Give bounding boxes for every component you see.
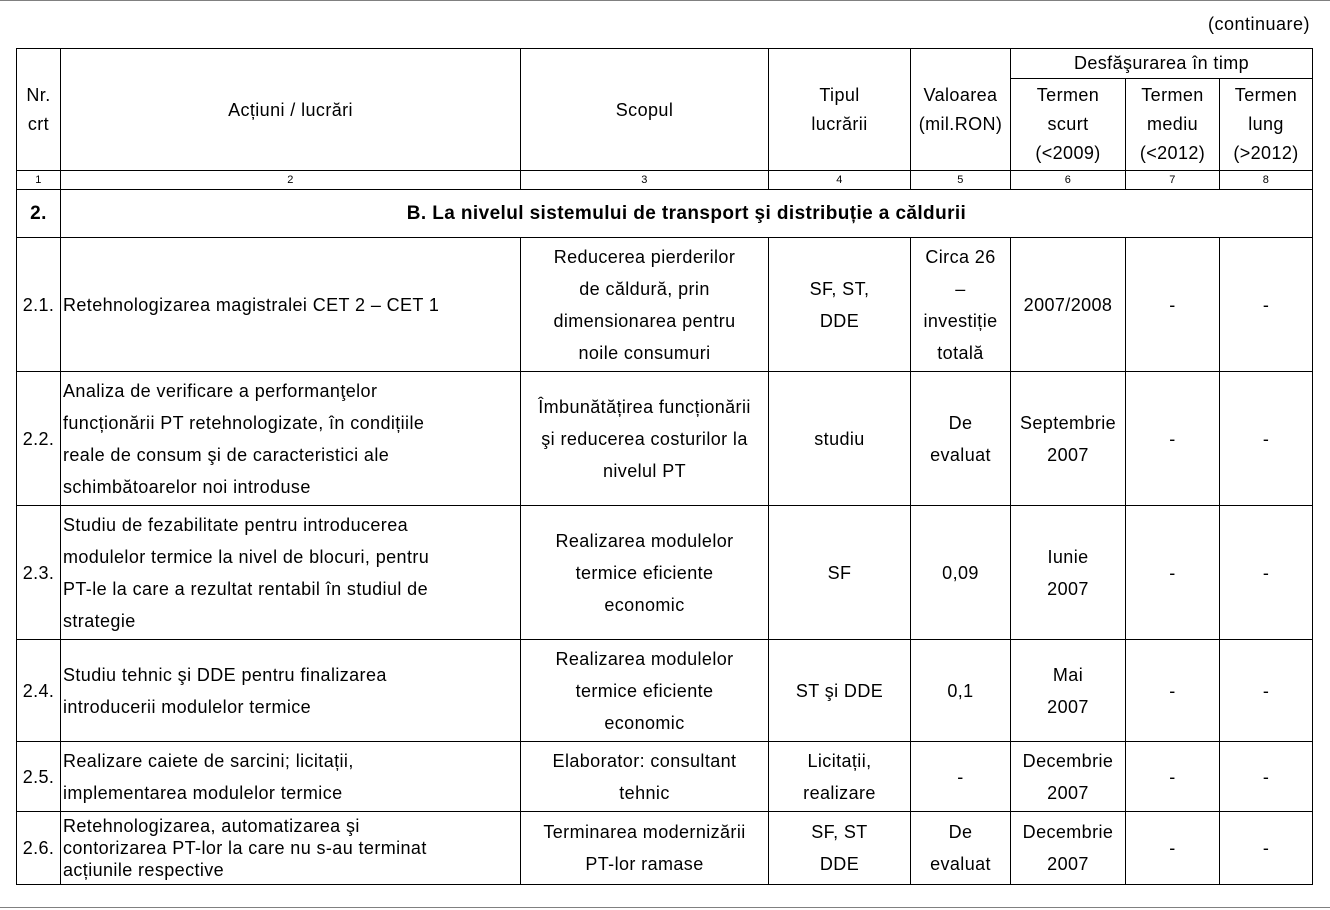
header-termen-scurt: Termen scurt (<2009) — [1011, 79, 1126, 171]
row-termen-lung: - — [1220, 640, 1313, 742]
row-scope: Realizarea modulelor termice eficiente economic — [521, 640, 769, 742]
header-actiuni: Acțiuni / lucrări — [61, 49, 521, 171]
table-row — [17, 812, 1313, 885]
table-row — [17, 640, 1313, 742]
header-row — [17, 49, 1313, 79]
row-scope: Terminarea modernizării PT-lor ramase — [521, 812, 769, 885]
column-number: 1 — [17, 171, 61, 190]
row-termen-mediu: - — [1126, 640, 1220, 742]
actions-table — [16, 48, 1313, 885]
row-termen-lung: - — [1220, 238, 1313, 372]
row-scope: Reducerea pierderilor de căldură, prin dimensionarea pentru noile consumuri — [521, 238, 769, 372]
row-value: Circa 26 – investiție totală — [911, 238, 1011, 372]
continuation-label: (continuare) — [1207, 14, 1310, 34]
row-value: 0,09 — [911, 506, 1011, 640]
row-termen-scurt: Mai 2007 — [1011, 640, 1126, 742]
row-action: Realizare caiete de sarcini; licitații, implementarea modulelor termice — [61, 742, 521, 812]
row-termen-scurt: 2007/2008 — [1011, 238, 1126, 372]
column-number: 3 — [521, 171, 769, 190]
row-termen-lung: - — [1220, 506, 1313, 640]
row-termen-mediu: - — [1126, 238, 1220, 372]
column-number-row — [17, 171, 1313, 190]
table-row — [17, 238, 1313, 372]
row-termen-scurt: Septembrie 2007 — [1011, 372, 1126, 506]
row-type: SF, ST DDE — [769, 812, 911, 885]
row-action: Studiu tehnic şi DDE pentru finalizarea introducerii modulelor termice — [61, 640, 521, 742]
header-termen-mediu: Termen mediu (<2012) — [1126, 79, 1220, 171]
row-action: Retehnologizarea magistralei CET 2 – CET 1 — [61, 238, 521, 372]
row-termen-scurt: Iunie 2007 — [1011, 506, 1126, 640]
row-nr: 2.2. — [17, 372, 61, 506]
header-valoarea: Valoarea (mil.RON) — [911, 49, 1011, 171]
header-tipul: Tipul lucrării — [769, 49, 911, 171]
column-number: 8 — [1220, 171, 1313, 190]
row-termen-scurt: Decembrie 2007 — [1011, 812, 1126, 885]
row-action: Retehnologizarea, automatizarea şi contorizarea PT-lor la care nu s-au terminat acțiunile respective — [61, 812, 521, 885]
row-type: SF, ST, DDE — [769, 238, 911, 372]
column-number: 2 — [61, 171, 521, 190]
row-value: - — [911, 742, 1011, 812]
column-number: 7 — [1126, 171, 1220, 190]
row-nr: 2.1. — [17, 238, 61, 372]
row-nr: 2.5. — [17, 742, 61, 812]
header-termen-lung: Termen lung (>2012) — [1220, 79, 1313, 171]
table-row — [17, 506, 1313, 640]
row-type: studiu — [769, 372, 911, 506]
row-termen-lung: - — [1220, 812, 1313, 885]
row-type: SF — [769, 506, 911, 640]
row-nr: 2.3. — [17, 506, 61, 640]
section-row — [17, 190, 1313, 238]
row-termen-mediu: - — [1126, 742, 1220, 812]
row-termen-mediu: - — [1126, 506, 1220, 640]
top-rule — [0, 0, 1330, 1]
row-termen-mediu: - — [1126, 372, 1220, 506]
row-termen-lung: - — [1220, 372, 1313, 506]
section-number: 2. — [17, 190, 61, 238]
header-scopul: Scopul — [521, 49, 769, 171]
row-scope: Realizarea modulelor termice eficiente economic — [521, 506, 769, 640]
row-scope: Elaborator: consultant tehnic — [521, 742, 769, 812]
row-nr: 2.6. — [17, 812, 61, 885]
row-value: De evaluat — [911, 812, 1011, 885]
row-value: 0,1 — [911, 640, 1011, 742]
row-type: Licitații, realizare — [769, 742, 911, 812]
column-number: 6 — [1011, 171, 1126, 190]
row-action: Analiza de verificare a performanţelor funcționării PT retehnologizate, în condițiile reale de consum şi de caracteristici ale schimbătoarelor noi introduse — [61, 372, 521, 506]
header-desfasurarea: Desfăşurarea în timp — [1011, 49, 1313, 79]
section-title: B. La nivelul sistemului de transport şi distribuție a căldurii — [61, 190, 1313, 238]
row-termen-scurt: Decembrie 2007 — [1011, 742, 1126, 812]
column-number: 5 — [911, 171, 1011, 190]
row-type: ST şi DDE — [769, 640, 911, 742]
table-row — [17, 742, 1313, 812]
column-number: 4 — [769, 171, 911, 190]
bottom-rule — [0, 907, 1330, 908]
row-termen-mediu: - — [1126, 812, 1220, 885]
row-scope: Îmbunătățirea funcționării şi reducerea costurilor la nivelul PT — [521, 372, 769, 506]
header-nr: Nr. crt — [17, 49, 61, 171]
row-action: Studiu de fezabilitate pentru introducerea modulelor termice la nivel de blocuri, pentru PT-le la care a rezultat rentabil în studiul de strategie — [61, 506, 521, 640]
row-nr: 2.4. — [17, 640, 61, 742]
table-row — [17, 372, 1313, 506]
row-value: De evaluat — [911, 372, 1011, 506]
row-termen-lung: - — [1220, 742, 1313, 812]
